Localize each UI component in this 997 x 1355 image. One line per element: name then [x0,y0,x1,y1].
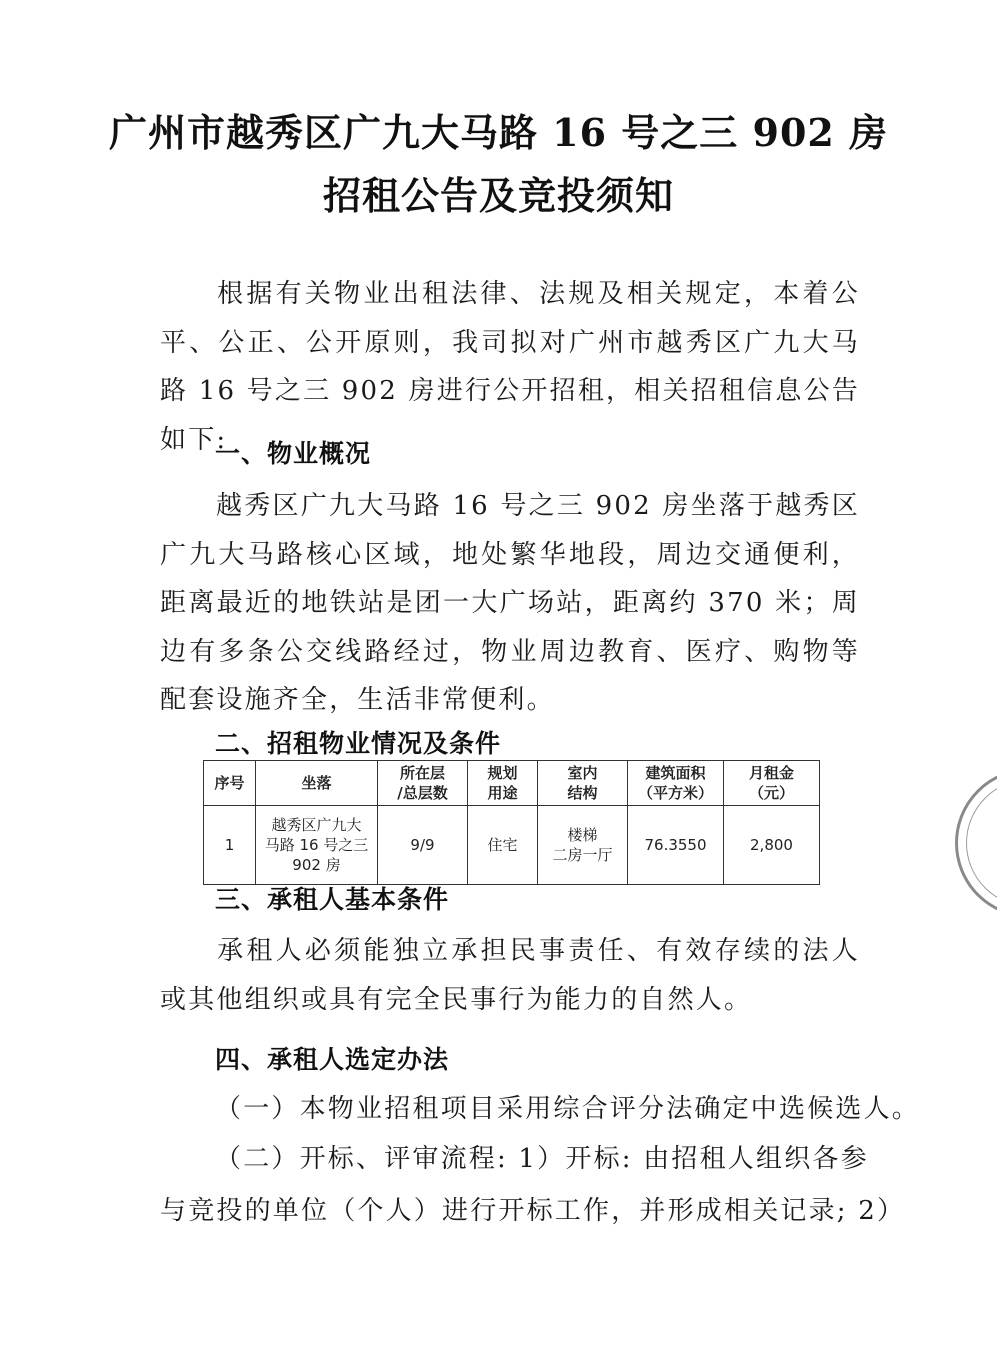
table-header-row [204,761,820,806]
document-title-line1: 广州市越秀区广九大马路 16 号之三 902 房 [108,110,889,155]
cell-area: 76.3550 [628,806,724,885]
header-area: 建筑面积 （平方米） [628,761,724,806]
section4-heading: 四、承租人选定办法 [215,1045,450,1074]
section3-heading: 三、承租人基本条件 [215,885,450,914]
header-no: 序号 [204,761,256,806]
section3-paragraph [160,927,860,1024]
header-usage: 规划 用途 [468,761,538,806]
section2-heading: 二、招租物业情况及条件 [215,729,502,758]
table-row [204,806,820,885]
section4-item2-line1: （二）开标、评审流程: 1）开标: 由招租人组织各参 [215,1144,869,1174]
section1-paragraph [160,482,860,725]
cell-usage: 住宅 [468,806,538,885]
header-structure: 室内 结构 [538,761,628,806]
section1-text: 越秀区广九大马路 16 号之三 902 房坐落于越秀区广九大马路核心区域，地处繁华地段，周边交通便利，距离最近的地铁站是团一大广场站，距离约 370 米；周边有多条公交线路经过，物业周边教育、医疗、购物等配套设施齐全，生活非常便利。 [160,491,860,715]
section4-item1: （一）本物业招租项目采用综合评分法确定中选候选人。 [215,1094,921,1124]
cell-structure: 楼梯 二房一厅 [538,806,628,885]
cell-location: 越秀区广九大 马路 16 号之三 902 房 [256,806,378,885]
section3-text: 承租人必须能独立承担民事责任、有效存续的法人或其他组织或具有完全民事行为能力的自然人。 [160,936,860,1015]
intro-text: 根据有关物业出租法律、法规及相关规定，本着公平、公正、公开原则，我司拟对广州市越秀区广九大马路 16 号之三 902 房进行公开招租，相关招租信息公告如下: [160,279,860,455]
section1-heading: 一、物业概况 [215,439,372,468]
cell-floor: 9/9 [378,806,468,885]
header-location: 坐落 [256,761,378,806]
header-rent: 月租金 （元） [724,761,820,806]
header-floor: 所在层 /总层数 [378,761,468,806]
section4-item2-line2: 与竞投的单位（个人）进行开标工作，并形成相关记录; 2） [160,1196,906,1226]
cell-rent: 2,800 [724,806,820,885]
rental-table [203,760,820,885]
document-title-line2: 招租公告及竞投须知 [322,173,674,218]
seal-stamp [955,768,997,918]
cell-no: 1 [204,806,256,885]
seal-inner-ring [966,779,997,907]
